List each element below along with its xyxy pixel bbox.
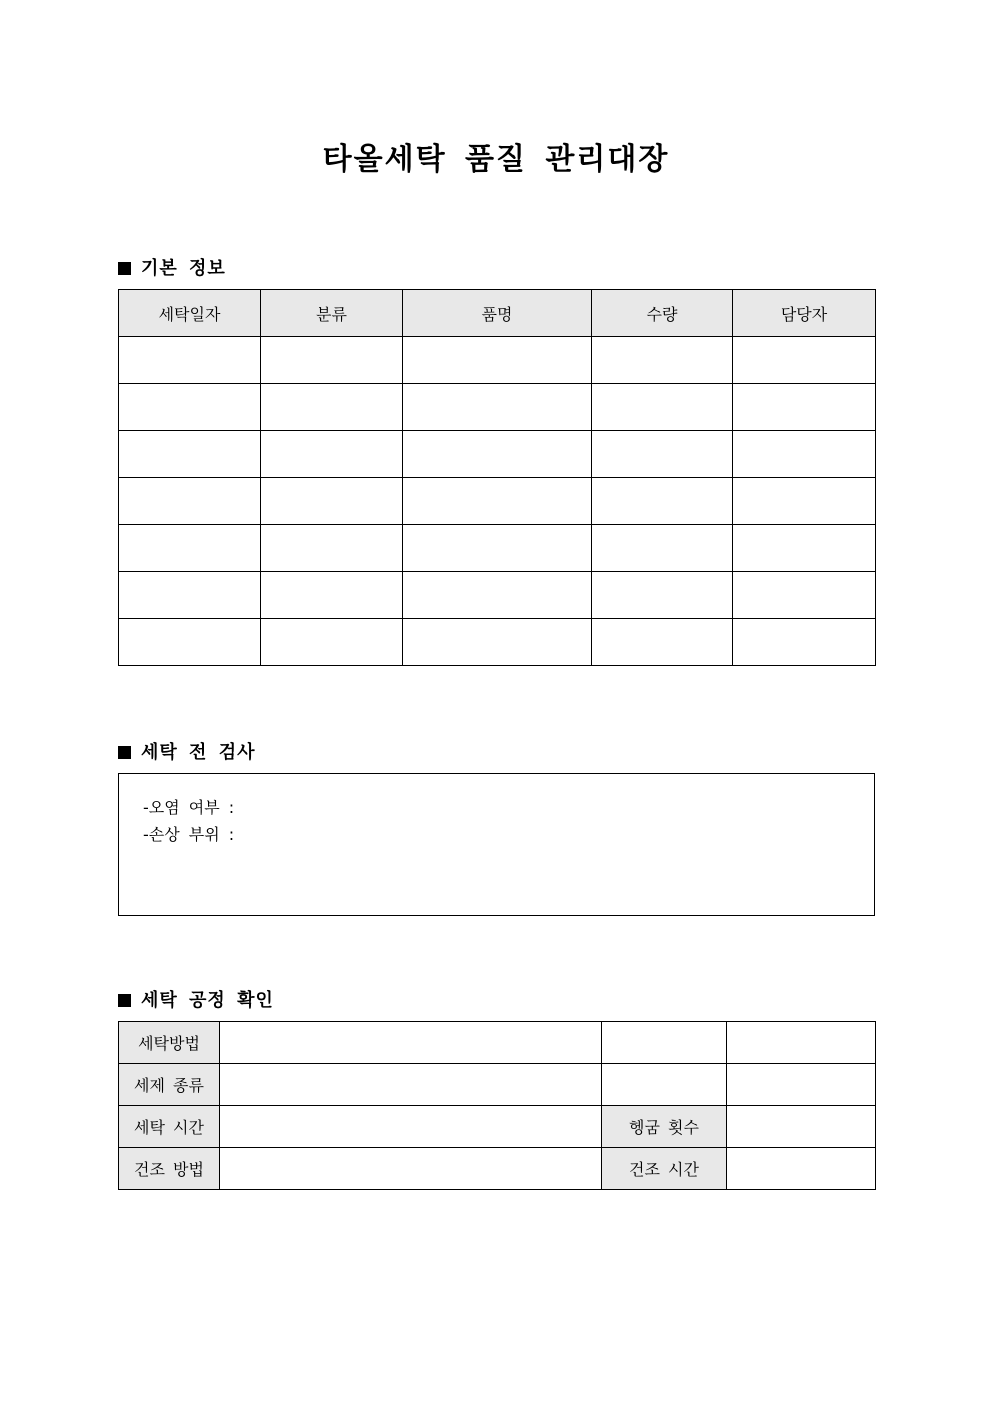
section-heading-process-label: 세탁 공정 확인	[141, 990, 274, 1011]
table-cell[interactable]	[592, 431, 733, 478]
table-cell[interactable]	[733, 478, 876, 525]
table-cell[interactable]	[727, 1022, 876, 1064]
section-heading-process	[118, 986, 274, 1012]
table-cell[interactable]	[733, 384, 876, 431]
label-dry-method: 건조 방법	[119, 1148, 220, 1190]
table-cell[interactable]	[733, 431, 876, 478]
section-heading-precheck-label: 세탁 전 검사	[141, 742, 256, 763]
table-cell[interactable]	[733, 572, 876, 619]
table-cell[interactable]	[261, 478, 403, 525]
value-wash-method[interactable]	[220, 1022, 602, 1064]
table-cell[interactable]	[592, 337, 733, 384]
table-cell[interactable]	[119, 525, 261, 572]
table-cell[interactable]	[727, 1064, 876, 1106]
section-heading-basic	[118, 254, 226, 280]
table-cell[interactable]	[733, 619, 876, 666]
table-row	[119, 1064, 876, 1106]
table-cell[interactable]	[592, 572, 733, 619]
table-cell[interactable]	[733, 337, 876, 384]
column-header-item: 품명	[403, 290, 592, 337]
table-row	[119, 1022, 876, 1064]
page-title: 타올세탁 품질 관리대장	[322, 142, 670, 177]
table-cell[interactable]	[119, 478, 261, 525]
value-detergent-type[interactable]	[220, 1064, 602, 1106]
table-cell[interactable]	[261, 525, 403, 572]
square-bullet-icon	[118, 994, 131, 1007]
column-header-category: 분류	[261, 290, 403, 337]
label-rinse-count: 헹굼 횟수	[602, 1106, 727, 1148]
table-row	[119, 619, 876, 666]
table-cell[interactable]	[403, 619, 592, 666]
column-header-quantity: 수량	[592, 290, 733, 337]
table-cell[interactable]	[403, 384, 592, 431]
table-header-row	[119, 290, 876, 337]
process-table	[118, 1021, 876, 1190]
table-row	[119, 337, 876, 384]
table-cell[interactable]	[602, 1064, 727, 1106]
table-cell[interactable]	[119, 384, 261, 431]
table-cell[interactable]	[733, 525, 876, 572]
table-cell[interactable]	[119, 337, 261, 384]
table-cell[interactable]	[403, 525, 592, 572]
table-cell[interactable]	[403, 478, 592, 525]
label-wash-time: 세탁 시간	[119, 1106, 220, 1148]
table-row	[119, 384, 876, 431]
table-cell[interactable]	[403, 572, 592, 619]
column-header-manager: 담당자	[733, 290, 876, 337]
table-row	[119, 431, 876, 478]
table-cell[interactable]	[119, 431, 261, 478]
damage-line: -손상 부위 :	[143, 825, 235, 844]
table-row	[119, 1148, 876, 1190]
value-dry-time[interactable]	[727, 1148, 876, 1190]
label-detergent-type: 세제 종류	[119, 1064, 220, 1106]
section-heading-basic-label: 기본 정보	[141, 258, 226, 279]
table-row	[119, 478, 876, 525]
label-wash-method: 세탁방법	[119, 1022, 220, 1064]
table-cell[interactable]	[261, 384, 403, 431]
table-cell[interactable]	[592, 525, 733, 572]
table-cell[interactable]	[592, 619, 733, 666]
table-cell[interactable]	[119, 572, 261, 619]
table-cell[interactable]	[592, 478, 733, 525]
table-row	[119, 1106, 876, 1148]
table-cell[interactable]	[261, 431, 403, 478]
table-row	[119, 572, 876, 619]
column-header-date: 세탁일자	[119, 290, 261, 337]
basic-info-table	[118, 289, 876, 666]
square-bullet-icon	[118, 262, 131, 275]
value-dry-method[interactable]	[220, 1148, 602, 1190]
table-cell[interactable]	[261, 572, 403, 619]
table-row	[119, 525, 876, 572]
contamination-line: -오염 여부 :	[143, 798, 235, 817]
value-rinse-count[interactable]	[727, 1106, 876, 1148]
table-cell[interactable]	[403, 431, 592, 478]
value-wash-time[interactable]	[220, 1106, 602, 1148]
section-heading-precheck	[118, 738, 255, 764]
table-cell[interactable]	[592, 384, 733, 431]
table-cell[interactable]	[119, 619, 261, 666]
label-dry-time: 건조 시간	[602, 1148, 727, 1190]
table-cell[interactable]	[403, 337, 592, 384]
precheck-box[interactable]	[118, 773, 875, 916]
table-cell[interactable]	[261, 619, 403, 666]
square-bullet-icon	[118, 746, 131, 759]
table-cell[interactable]	[261, 337, 403, 384]
table-cell[interactable]	[602, 1022, 727, 1064]
